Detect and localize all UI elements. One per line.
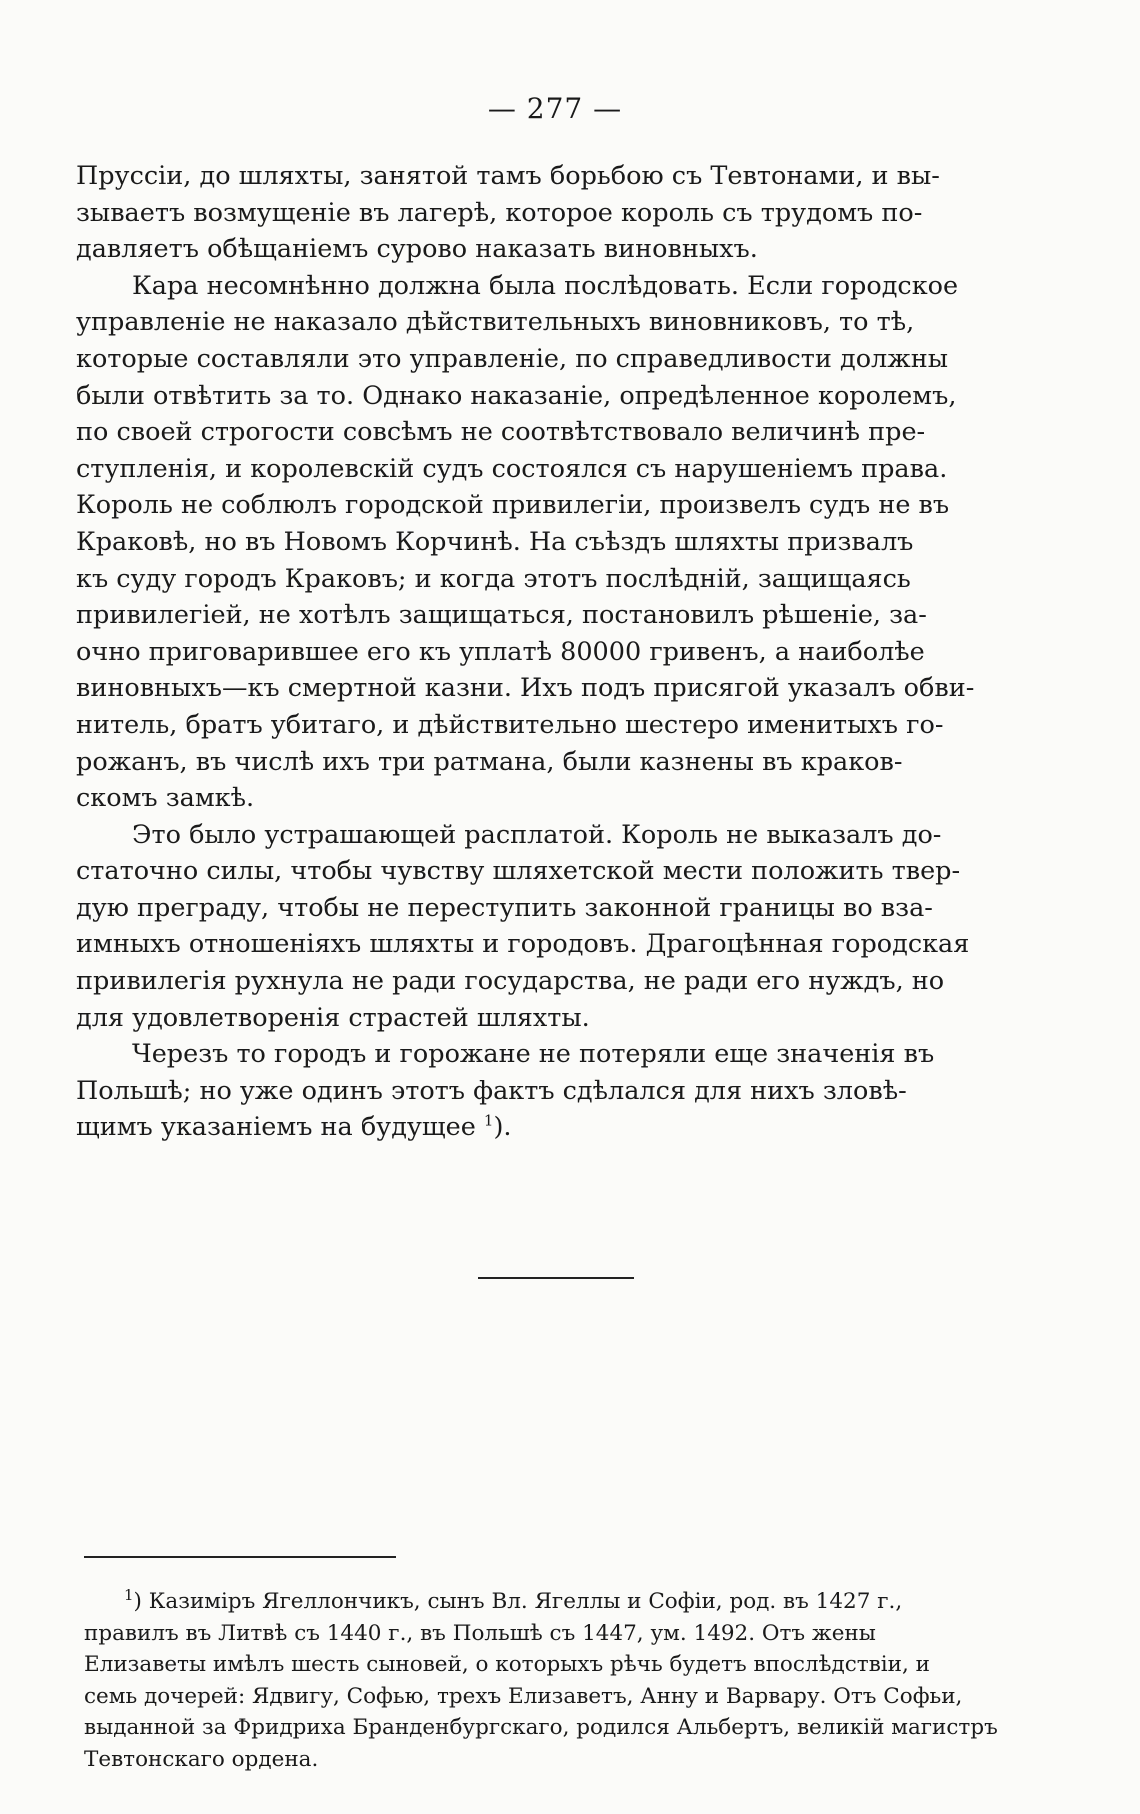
section-divider — [478, 1277, 634, 1279]
text-line: по своей строгости совсѣмъ не соотвѣтствовало величинѣ пре- — [76, 417, 926, 448]
text-line: виновныхъ—къ смертной казни. Ихъ подъ присягой указалъ обви- — [76, 673, 975, 704]
text-line: давляетъ обѣщаніемъ сурово наказать виновныхъ. — [76, 234, 758, 265]
text-line: были отвѣтить за то. Однако наказаніе, опредѣленное королемъ, — [76, 380, 957, 411]
text-line: управленіе не наказало дѣйствительныхъ виновниковъ, то тѣ, — [76, 307, 915, 338]
text-line: Король не соблюлъ городской привилегіи, произвелъ судъ не въ — [76, 490, 950, 521]
text-line: имныхъ отношеніяхъ шляхты и городовъ. Драгоцѣнная городская — [76, 929, 970, 960]
text-line: зываетъ возмущеніе въ лагерѣ, которое король съ трудомъ по- — [76, 197, 923, 228]
paragraph-2 — [76, 268, 1026, 817]
footnote-text: Казиміръ Ягеллончикъ, сынъ Вл. Ягеллы и Софіи, род. въ 1427 г., — [148, 1589, 903, 1614]
text-line: Это было устрашающей расплатой. Король не выказалъ до- — [132, 819, 942, 850]
footnote-line: правилъ въ Литвѣ съ 1440 г., въ Польшѣ съ 1447, ум. 1492. Отъ жены — [84, 1620, 876, 1646]
footnote — [84, 1586, 1026, 1775]
page-number: — 277 — — [487, 92, 623, 125]
body-text — [76, 158, 1026, 1146]
paragraph-1 — [76, 158, 1026, 268]
text-line: рожанъ, въ числѣ ихъ три ратмана, были казнены въ краков- — [76, 746, 903, 777]
text-line: для удовлетворенія страстей шляхты. — [76, 1002, 590, 1033]
text-line — [76, 1109, 1026, 1146]
text-line: Пруссіи, до шляхты, занятой тамъ борьбою съ Тевтонами, и вы- — [76, 161, 940, 191]
text-line: Польшѣ; но уже одинъ этотъ фактъ сдѣлался для нихъ зловѣ- — [76, 1075, 907, 1106]
text-line: нитель, братъ убитаго, и дѣйствительно шестеро именитыхъ го- — [76, 709, 944, 740]
text-line: скомъ замкѣ. — [76, 783, 255, 814]
text-line: очно приговарившее его къ уплатѣ 80000 гривенъ, а наиболѣе — [76, 636, 925, 667]
text-line: къ суду городъ Краковъ; и когда этотъ послѣдній, защищаясь — [76, 563, 911, 594]
text-line: статочно силы, чтобы чувству шляхетской мести положить твер- — [76, 856, 961, 887]
footnote-line: выданной за Фридриха Бранденбургскаго, родился Альбертъ, великій магистръ — [84, 1715, 998, 1740]
footnote-line: Тевтонскаго ордена. — [84, 1746, 319, 1772]
footnote-divider — [84, 1556, 396, 1558]
text-line: ступленія, и королевскій судъ состоялся съ нарушеніемъ права. — [76, 453, 948, 484]
text-line: Черезъ то городъ и горожане не потеряли еще значенія въ — [132, 1039, 935, 1070]
text-line: которые составляли это управленіе, по справедливости должны — [76, 343, 949, 374]
footnote-marker-close: ) — [133, 1589, 142, 1614]
footnote-reference[interactable]: 1 — [483, 1111, 494, 1130]
text-line: Краковѣ, но въ Новомъ Корчинѣ. На съѣздъ шляхты призвалъ — [76, 526, 914, 557]
paragraph-4 — [76, 1036, 1026, 1146]
footnote-marker: 1 — [124, 1585, 134, 1604]
footnote-line: семь дочерей: Ядвигу, Софью, трехъ Елизаветъ, Анну и Варвару. Отъ Софьи, — [84, 1683, 963, 1709]
paragraph-3 — [76, 817, 1026, 1037]
footnote-line: Елизаветы имѣлъ шесть сыновей, о которыхъ рѣчь будетъ впослѣдствіи, и — [84, 1652, 931, 1677]
text-line: привилегія рухнула не ради государства, не ради его нуждъ, но — [76, 966, 945, 997]
text-line: привилегіей, не хотѣлъ защищаться, постановилъ рѣшеніе, за- — [76, 600, 927, 631]
text-line: Кара несомнѣнно должна была послѣдовать. Если городское — [132, 270, 959, 301]
footnote-line — [84, 1586, 1026, 1618]
text-line: дую преграду, чтобы не переступить законной границы во вза- — [76, 892, 933, 923]
line-tail: ). — [493, 1112, 512, 1143]
line-text: щимъ указаніемъ на будущее — [76, 1112, 476, 1143]
